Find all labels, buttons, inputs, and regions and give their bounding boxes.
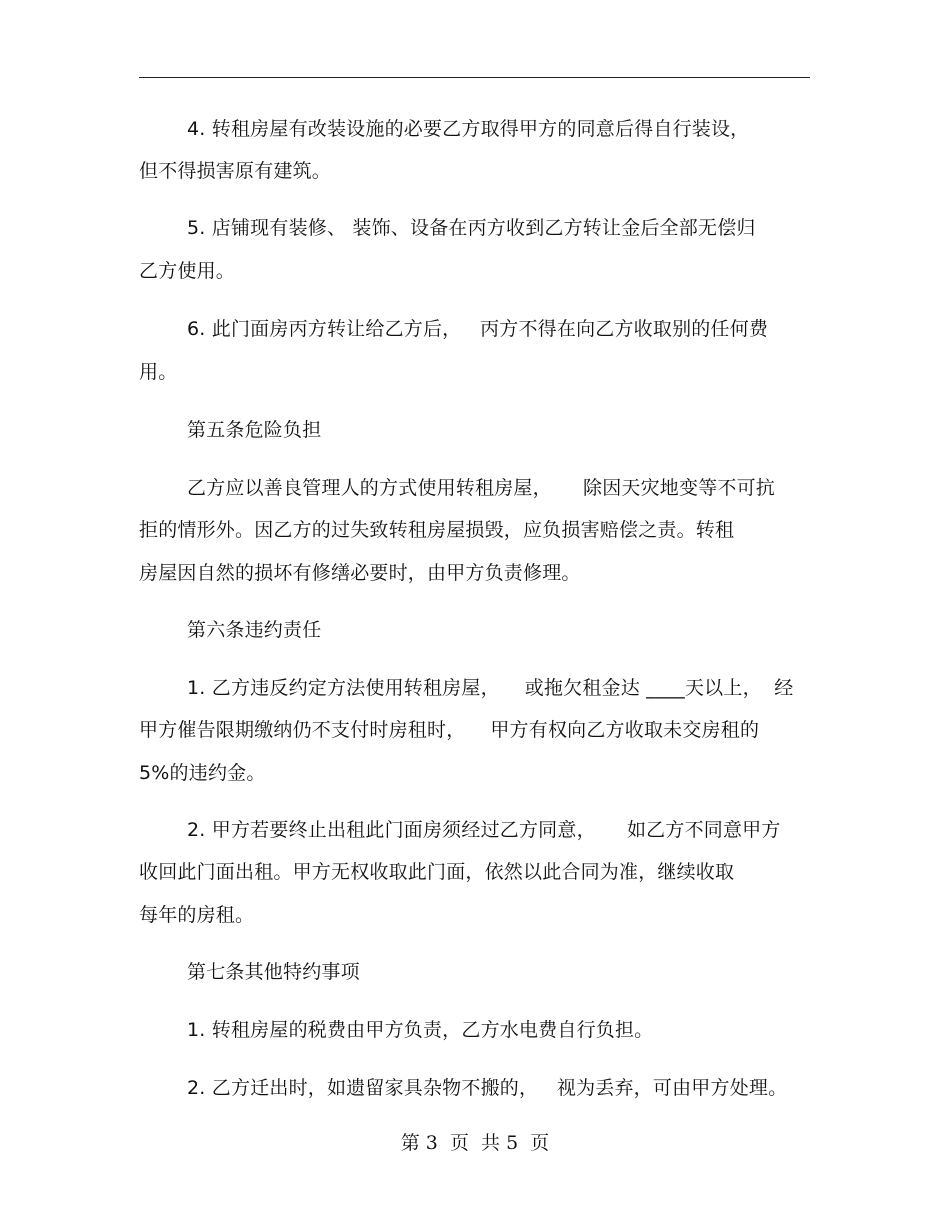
clause-5-line-2: 乙方使用。 [139,260,236,282]
special-2-line: 2. 乙方迁出时，如遗留家具杂物不搬的， 视为丢弃，可由甲方处理。 [187,1077,788,1099]
clause-4-line-1: 4. 转租房屋有改装设施的必要乙方取得甲方的同意后得自行装设， [187,118,750,140]
breach-1-line-1: 1. 乙方违反约定方法使用转租房屋， 或拖欠租金达 ____天以上， 经 [187,677,794,699]
breach-1-line-2: 甲方催告限期缴纳仍不支付时房租时， 甲方有权向乙方收取未交房租的 [139,719,760,741]
special-1-line: 1. 转租房屋的税费由甲方负责，乙方水电费自行负担。 [187,1019,654,1041]
clause-6-line-2: 用。 [139,361,178,383]
risk-paragraph-line-2: 拒的情形外。因乙方的过失致转租房屋损毁，应负损害赔偿之责。转租 [139,519,735,541]
clause-6-line-1: 6. 此门面房丙方转让给乙方后， 丙方不得在向乙方收取别的任何费 [187,318,769,340]
breach-1-line-3: 5%的违约金。 [139,762,266,784]
risk-paragraph-line-1: 乙方应以善良管理人的方式使用转租房屋， 除因天灾地变等不可抗 [187,477,775,499]
section-heading-breach: 第六条违约责任 [187,619,322,641]
header-rule [139,77,810,78]
clause-4-line-2: 但不得损害原有建筑。 [139,160,332,182]
page-number-footer: 第 3 页 共 5 页 [400,1132,550,1154]
breach-2-line-2: 收回此门面出租。甲方无权收取此门面，依然以此合同为准，继续收取 [139,861,735,883]
section-heading-risk: 第五条危险负担 [187,419,322,441]
risk-paragraph-line-3: 房屋因自然的损坏有修缮必要时，由甲方负责修理。 [139,562,581,584]
breach-2-line-3: 每年的房租。 [139,904,255,926]
section-heading-special: 第七条其他特约事项 [187,961,360,983]
breach-2-line-1: 2. 甲方若要终止出租此门面房须经过乙方同意， 如乙方不同意甲方 [187,819,781,841]
clause-5-line-1: 5. 店铺现有装修、 装饰、设备在丙方收到乙方转让金后全部无偿归 [187,217,756,239]
